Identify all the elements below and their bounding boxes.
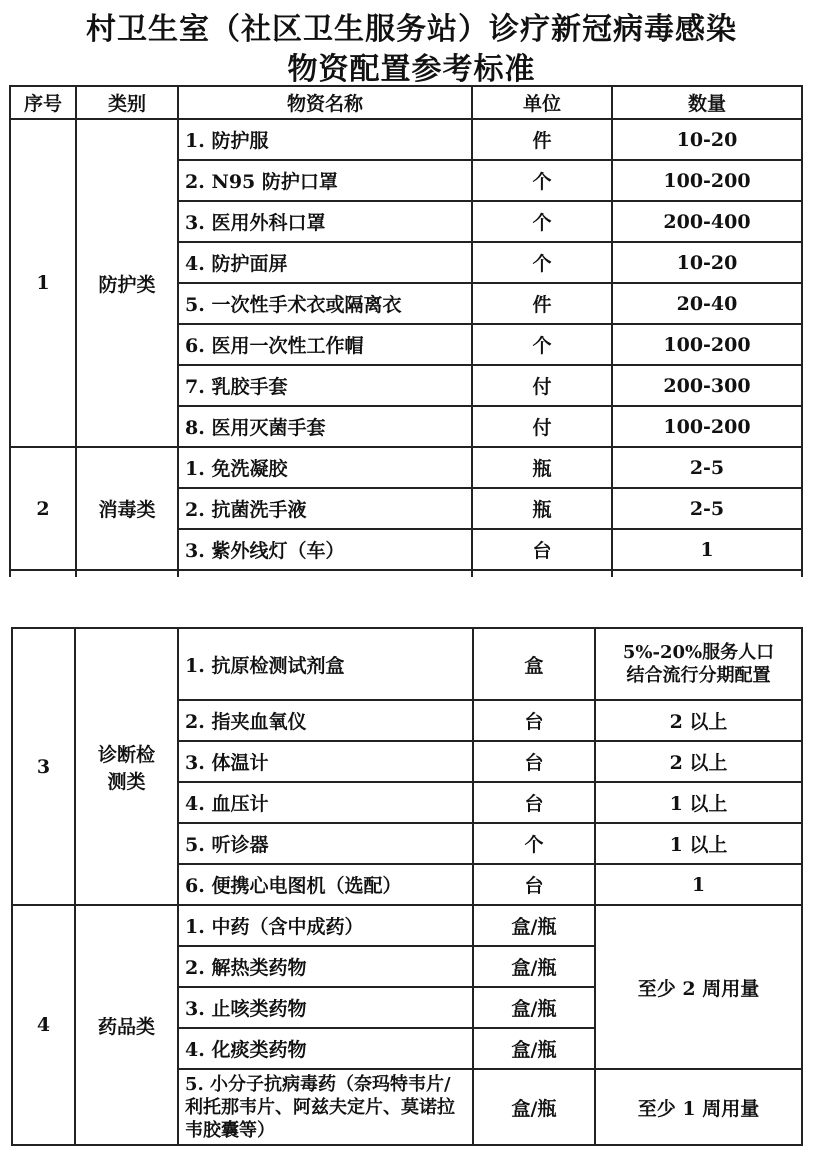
- item-name: 1. 防护服: [178, 119, 472, 160]
- item-name: 6. 便携心电图机（选配）: [178, 864, 473, 905]
- item-quantity: 20-40: [612, 283, 802, 324]
- item-unit: 瓶: [472, 447, 612, 488]
- item-quantity: 200-400: [612, 201, 802, 242]
- item-unit: 付: [472, 365, 612, 406]
- group-number: 3: [12, 628, 75, 905]
- item-unit: 台: [473, 741, 595, 782]
- group-number: 4: [12, 905, 75, 1145]
- item-unit: 个: [472, 201, 612, 242]
- item-quantity: 2-5: [612, 488, 802, 529]
- item-name: 3. 医用外科口罩: [178, 201, 472, 242]
- header-quantity: 数量: [612, 86, 802, 119]
- item-name: 2. 指夹血氧仪: [178, 700, 473, 741]
- table-row: [12, 628, 802, 700]
- table-header-row: [10, 86, 802, 119]
- item-name: 7. 乳胶手套: [178, 365, 472, 406]
- item-unit: 个: [472, 160, 612, 201]
- item-unit: 件: [472, 119, 612, 160]
- table-row: [10, 119, 802, 160]
- item-quantity: 10-20: [612, 242, 802, 283]
- item-name: 4. 防护面屏: [178, 242, 472, 283]
- group-category: 防护类: [76, 119, 178, 447]
- group-category: 消毒类: [76, 447, 178, 570]
- item-unit: 盒/瓶: [473, 987, 595, 1028]
- header-item-name: 物资名称: [178, 86, 472, 119]
- item-name: 3. 止咳类药物: [178, 987, 473, 1028]
- item-quantity: 2 以上: [595, 741, 802, 782]
- item-name: 6. 医用一次性工作帽: [178, 324, 472, 365]
- document-title-line2: 物资配置参考标准: [287, 52, 536, 87]
- item-unit: 盒/瓶: [473, 1028, 595, 1069]
- item-quantity: 5%-20%服务人口结合流行分期配置: [595, 628, 802, 700]
- item-name: 2. 抗菌洗手液: [178, 488, 472, 529]
- item-name: 1. 免洗凝胶: [178, 447, 472, 488]
- item-name: 3. 体温计: [178, 741, 473, 782]
- item-name: 5. 一次性手术衣或隔离衣: [178, 283, 472, 324]
- item-unit: 个: [473, 823, 595, 864]
- item-name: 5. 小分子抗病毒药（奈玛特韦片/利托那韦片、阿兹夫定片、莫诺拉韦胶囊等）: [178, 1069, 473, 1145]
- item-unit: 付: [472, 406, 612, 447]
- document-title-line1: 村卫生室（社区卫生服务站）诊疗新冠病毒感染: [86, 12, 737, 47]
- item-unit: 盒/瓶: [473, 905, 595, 946]
- table-row: [10, 447, 802, 488]
- item-unit: 个: [472, 242, 612, 283]
- item-quantity: 1 以上: [595, 782, 802, 823]
- header-category: 类别: [76, 86, 178, 119]
- item-name: 2. N95 防护口罩: [178, 160, 472, 201]
- item-name: 3. 紫外线灯（车）: [178, 529, 472, 570]
- table-row: [12, 905, 802, 946]
- item-unit: 瓶: [472, 488, 612, 529]
- header-no: 序号: [10, 86, 76, 119]
- item-unit: 台: [473, 864, 595, 905]
- item-name: 1. 中药（含中成药）: [178, 905, 473, 946]
- item-name: 4. 血压计: [178, 782, 473, 823]
- item-quantity: 1: [595, 864, 802, 905]
- item-unit: 台: [473, 700, 595, 741]
- item-quantity: 100-200: [612, 160, 802, 201]
- item-quantity: 100-200: [612, 324, 802, 365]
- group-category: 药品类: [75, 905, 178, 1145]
- supplies-table-part1: [9, 85, 803, 577]
- item-unit: 件: [472, 283, 612, 324]
- table-row-cut: [10, 570, 802, 577]
- item-unit: 台: [472, 529, 612, 570]
- item-quantity: 1 以上: [595, 823, 802, 864]
- item-unit: 盒: [473, 628, 595, 700]
- item-quantity: 200-300: [612, 365, 802, 406]
- item-name: 2. 解热类药物: [178, 946, 473, 987]
- item-quantity-merged: 至少 2 周用量: [595, 905, 802, 1069]
- item-quantity: 1: [612, 529, 802, 570]
- group-category: 诊断检测类: [75, 628, 178, 905]
- group-number: 1: [10, 119, 76, 447]
- item-name: 5. 听诊器: [178, 823, 473, 864]
- item-unit: 台: [473, 782, 595, 823]
- item-unit: 盒/瓶: [473, 946, 595, 987]
- item-unit: 盒/瓶: [473, 1069, 595, 1145]
- group-number: 2: [10, 447, 76, 570]
- item-quantity: 2-5: [612, 447, 802, 488]
- item-quantity: 10-20: [612, 119, 802, 160]
- item-quantity: 至少 1 周用量: [595, 1069, 802, 1145]
- item-name: 4. 化痰类药物: [178, 1028, 473, 1069]
- supplies-table-part2: [11, 627, 803, 1146]
- item-name: 8. 医用灭菌手套: [178, 406, 472, 447]
- item-quantity: 2 以上: [595, 700, 802, 741]
- header-unit: 单位: [472, 86, 612, 119]
- item-unit: 个: [472, 324, 612, 365]
- item-name: 1. 抗原检测试剂盒: [178, 628, 473, 700]
- item-quantity: 100-200: [612, 406, 802, 447]
